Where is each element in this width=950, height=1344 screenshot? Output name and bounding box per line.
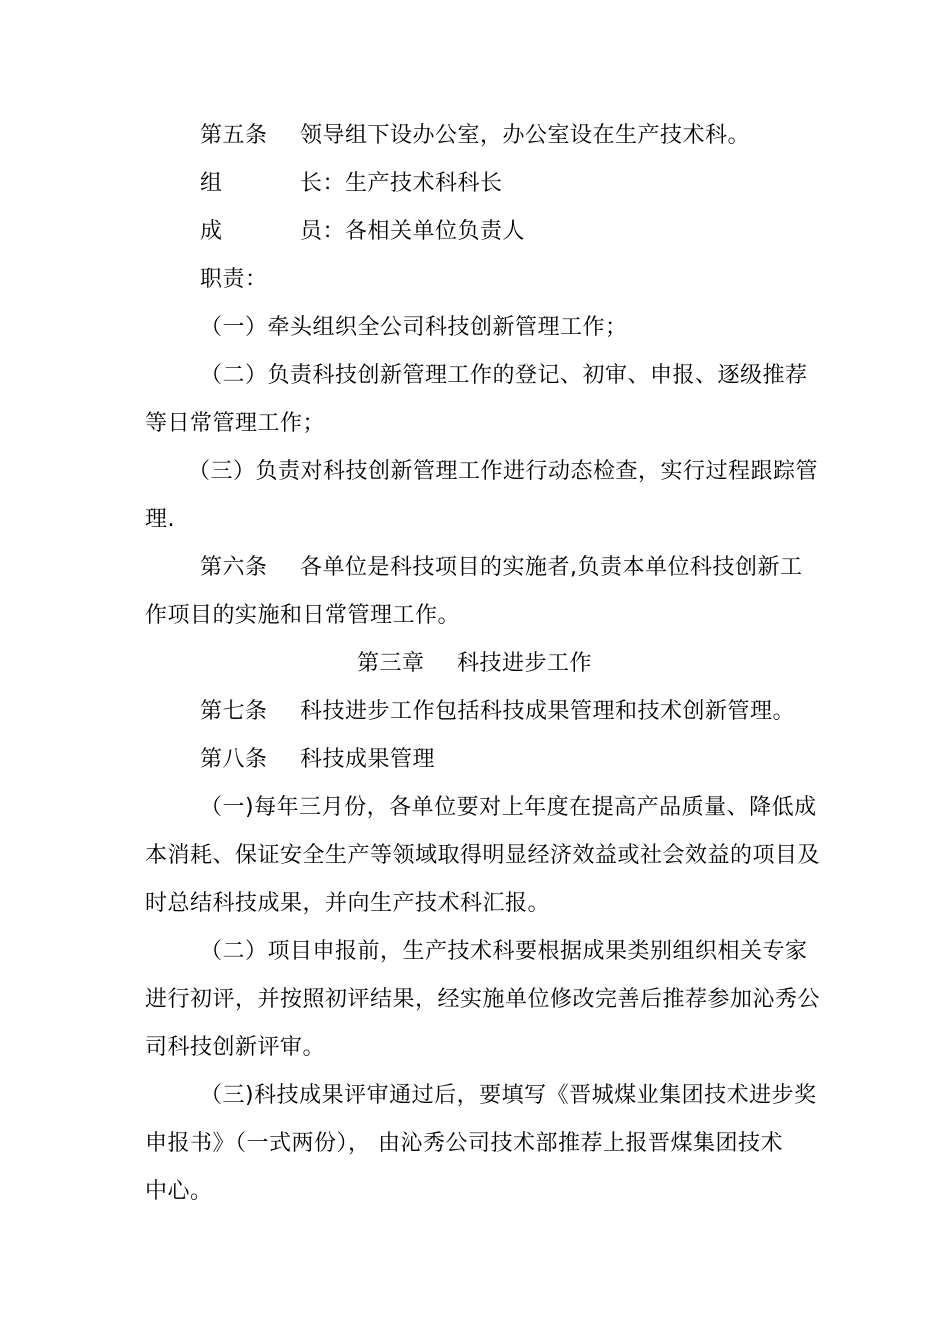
article-8-item-3-line-1: （三)科技成果评审通过后，要填写《晋城煤业集团技术进步奖 [200, 1083, 817, 1108]
member-line [200, 217, 525, 247]
chapter-3-title: 科技进步工作 [457, 651, 593, 676]
article-6-line-2: 作项目的实施和日常管理工作。 [145, 603, 461, 628]
duty-item-1: （一）牵头组织全公司科技创新管理工作； [200, 315, 628, 340]
article-6-label: 第六条 [200, 555, 268, 580]
article-8-label: 第八条 [200, 747, 268, 772]
leader-line [200, 169, 503, 199]
article-8-item-3-line-2: 申报书》（一式两份）， 由沁秀公司技术部推荐上报晋煤集团技术 [145, 1131, 783, 1156]
article-8-item-1-line-2: 本消耗、保证安全生产等领域取得明显经济效益或社会效益的项目及 [145, 843, 821, 868]
chapter-3-heading [357, 649, 592, 679]
duty-item-3-line-1: （三）负责对科技创新管理工作进行动态检查，实行过程跟踪管 [188, 459, 819, 484]
article-8-item-1-line-3: 时总结科技成果，并向生产技术科汇报。 [145, 891, 551, 916]
article-8-item-2-line-1: （二）项目申报前，生产技术科要根据成果类别组织相关专家 [200, 939, 808, 964]
duty-item-3-line-2: 理. [145, 507, 175, 532]
member-value: 员：各相关单位负责人 [300, 219, 526, 244]
duties-heading: 职责： [200, 267, 268, 292]
article-8-item-2-line-2: 进行初评，并按照初评结果，经实施单位修改完善后推荐参加沁秀公 [145, 987, 821, 1012]
article-8-item-3-line-3: 中心。 [145, 1179, 213, 1204]
article-5-text: 领导组下设办公室，办公室设在生产技术科。 [300, 123, 751, 148]
chapter-3-number: 第三章 [357, 651, 425, 676]
member-char-1: 成 [200, 219, 223, 244]
article-7-text: 科技进步工作包括科技成果管理和技术创新管理。 [300, 699, 796, 724]
article-6-text-1: 各单位是科技项目的实施者,负责本单位科技创新工 [300, 555, 803, 580]
article-8-text: 科技成果管理 [300, 747, 436, 772]
article-5-line [200, 121, 750, 151]
article-6-line-1 [200, 553, 803, 583]
article-5-label: 第五条 [200, 123, 268, 148]
duty-item-2-line-2: 等日常管理工作； [145, 411, 326, 436]
article-7-label: 第七条 [200, 699, 268, 724]
article-8-item-2-line-3: 司科技创新评审。 [145, 1035, 326, 1060]
article-8-line [200, 745, 435, 775]
article-7-line [200, 697, 795, 727]
article-8-item-1-line-1: （一)每年三月份，各单位要对上年度在提高产品质量、降低成 [200, 795, 817, 820]
duty-item-2-line-1: （二）负责科技创新管理工作的登记、初审、申报、逐级推荐 [200, 363, 808, 388]
leader-value: 长：生产技术科科长 [300, 171, 503, 196]
leader-char-1: 组 [200, 171, 223, 196]
